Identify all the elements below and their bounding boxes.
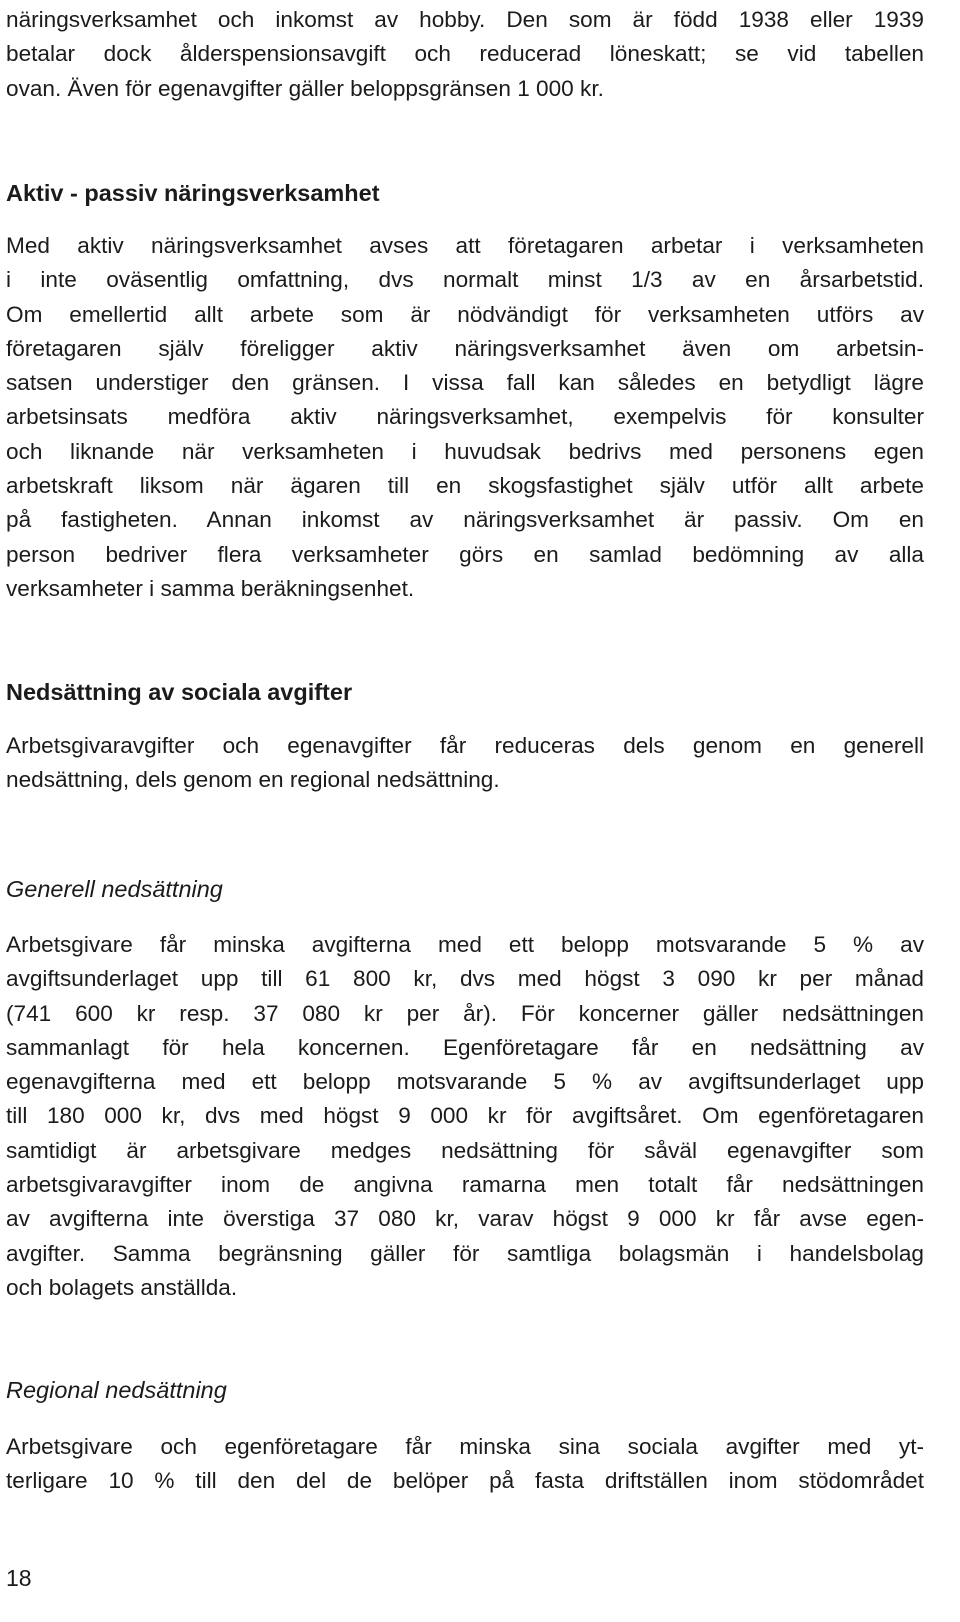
regional-paragraph [6,1430,924,1499]
paragraph-line: Arbetsgivaravgifter och egenavgifter får reduceras dels genom en generell [6,733,924,758]
paragraph-line: och liknande när verksamheten i huvudsak bedrivs med personens egen [6,438,924,464]
paragraph-line: på fastigheten. Annan inkomst av näringsverksamhet är passiv. Om en [6,507,924,533]
paragraph-line: Arbetsgivare och egenföretagare får minska sina sociala avgifter med yt- [6,1434,924,1459]
paragraph-line: terligare 10 % till den del de belöper på fasta driftställen inom stödområdet [6,1468,924,1494]
section-heading: Aktiv - passiv näringsverksamhet [6,180,380,206]
paragraph-line: avgiftsunderlaget upp till 61 800 kr, dvs med högst 3 090 kr per månad [6,966,924,992]
paragraph-line: företagaren själv föreligger aktiv näringsverksamhet även om arbetsin- [6,335,924,361]
paragraph-line: i inte oväsentlig omfattning, dvs normalt minst 1/3 av en årsarbetstid. [6,267,924,293]
section-heading: Nedsättning av sociala avgifter [6,679,353,705]
paragraph-line: Om emellertid allt arbete som är nödvändigt för verksamheten utförs av [6,301,924,327]
paragraph-line: nedsättning, dels genom en regional nedsättning. [6,767,500,793]
subsection-heading: Regional nedsättning [6,1377,227,1403]
paragraph-line: av avgifterna inte överstiga 37 080 kr, varav högst 9 000 kr får avse egen- [6,1206,924,1232]
intro-paragraph [6,3,924,106]
generell-paragraph [6,928,924,1305]
section-regional [6,1373,924,1407]
aktiv-passiv-paragraph [6,229,924,606]
paragraph-line: arbetsgivaravgifter inom de angivna ramarna men totalt får nedsättningen [6,1172,924,1198]
intro-line: ovan. Även för egenavgifter gäller beloppsgränsen 1 000 kr. [6,75,604,101]
nedsattning-paragraph [6,729,924,798]
paragraph-line: avgifter. Samma begränsning gäller för samtliga bolagsmän i handelsbolag [6,1240,924,1266]
paragraph-line: och bolagets anställda. [6,1274,238,1300]
intro-line: näringsverksamhet och inkomst av hobby. Den som är född 1938 eller 1939 [6,7,924,32]
paragraph-line: satsen understiger den gränsen. I vissa fall kan således en betydligt lägre [6,370,924,396]
paragraph-line: verksamheter i samma beräkningsenhet. [6,575,415,601]
paragraph-line: samtidigt är arbetsgivare medges nedsättning för såväl egenavgifter som [6,1137,924,1163]
paragraph-line: (741 600 kr resp. 37 080 kr per år). För koncerner gäller nedsättningen [6,1000,924,1026]
section-generell [6,872,924,906]
section-aktiv-passiv [6,176,924,210]
page-number: 18 [6,1565,32,1591]
paragraph-line: arbetskraft liksom när ägaren till en skogsfastighet själv utför allt arbete [6,473,924,499]
paragraph-line: person bedriver flera verksamheter görs en samlad bedömning av alla [6,541,924,567]
intro-line: betalar dock ålderspensionsavgift och reducerad löneskatt; se vid tabellen [6,41,924,67]
paragraph-line: till 180 000 kr, dvs med högst 9 000 kr för avgiftsåret. Om egenföretagaren [6,1103,924,1129]
paragraph-line: Arbetsgivare får minska avgifterna med ett belopp motsvarande 5 % av [6,932,924,957]
paragraph-line: arbetsinsats medföra aktiv näringsverksamhet, exempelvis för konsulter [6,404,924,430]
paragraph-line: Med aktiv näringsverksamhet avses att företagaren arbetar i verksamheten [6,233,924,258]
section-nedsattning [6,675,924,709]
subsection-heading: Generell nedsättning [6,876,223,902]
paragraph-line: sammanlagt för hela koncernen. Egenföretagare får en nedsättning av [6,1034,924,1060]
paragraph-line: egenavgifterna med ett belopp motsvarande 5 % av avgiftsunderlaget upp [6,1069,924,1095]
